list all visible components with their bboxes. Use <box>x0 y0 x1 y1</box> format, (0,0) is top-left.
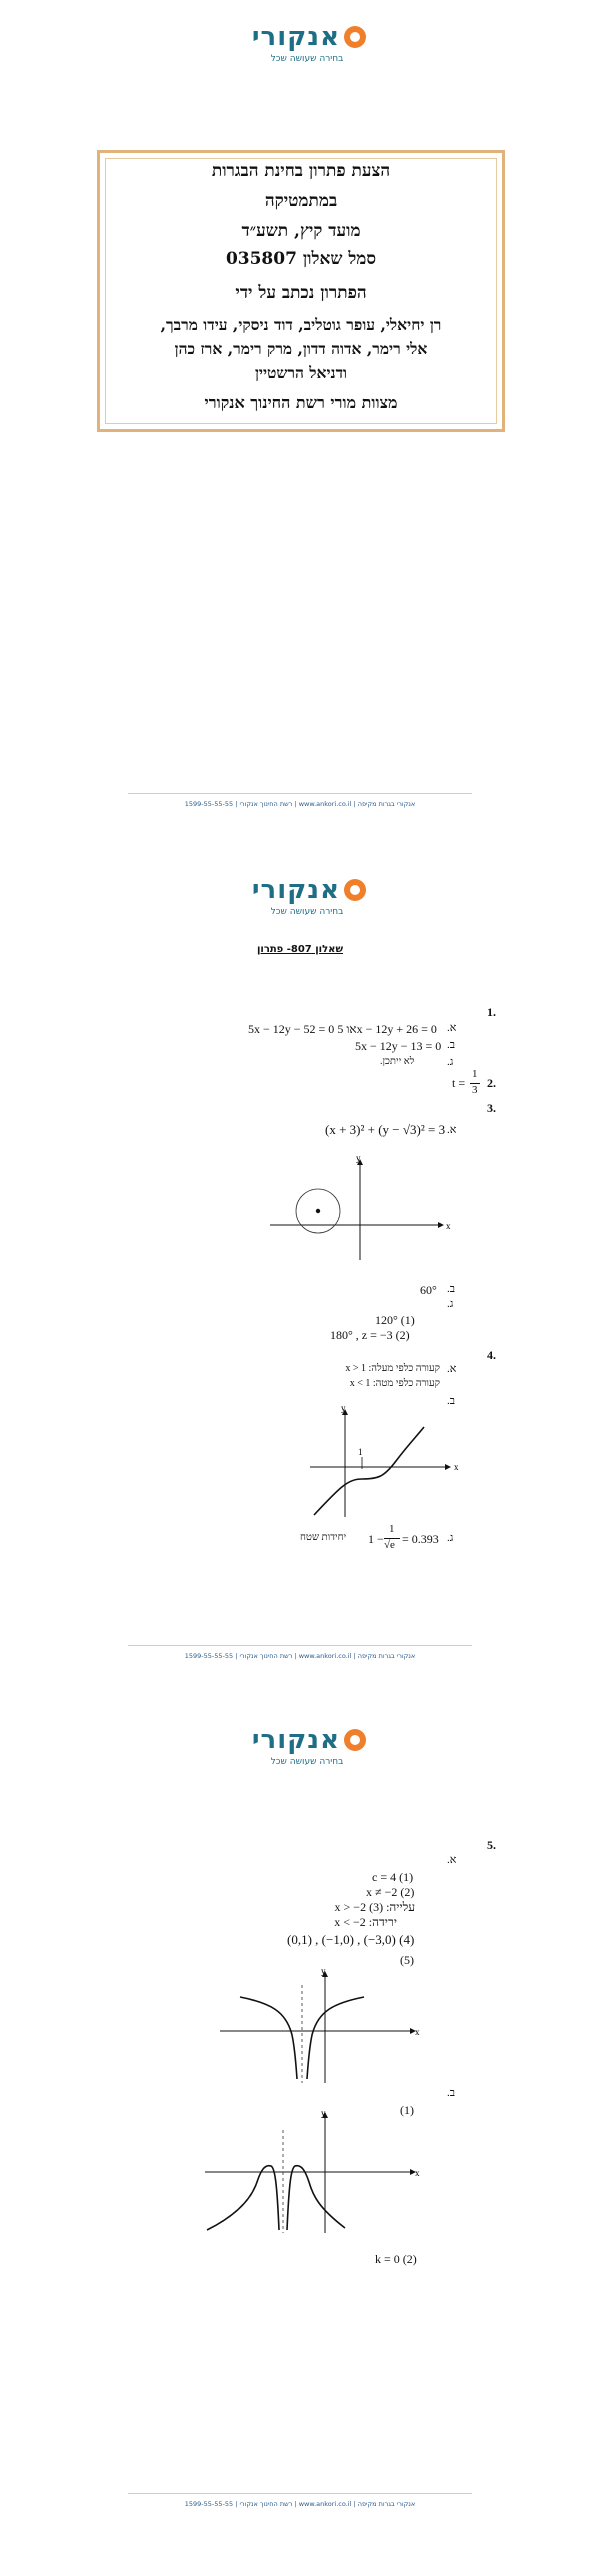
q2-frac-den: 3 <box>472 1084 478 1096</box>
q1-a-label: א. <box>447 1022 457 1034</box>
logo-tagline: בחירה שעושה שכל <box>270 1757 344 1767</box>
q1-number: 1. <box>487 1005 496 1019</box>
q5-b-graph <box>195 2108 425 2238</box>
footer-text: רשת החינוך אנקורי | 1599-55-55-55 | www.ankori.co.il | אנקורי בגרות מקיפה <box>184 1652 416 1660</box>
q5-a-graph-y-label: y <box>321 1966 326 1976</box>
q4-a2-answer: קעורה כלפי מטה: x < 1 <box>349 1378 440 1389</box>
q3-a-label: א. <box>447 1124 457 1136</box>
q4-c-value: = 0.393 <box>402 1532 439 1546</box>
q3-graph-y-label: y <box>356 1153 361 1163</box>
q2-lhs: t = <box>452 1076 466 1090</box>
footer-text: רשת החינוך אנקורי | 1599-55-55-55 | www.ankori.co.il | אנקורי בגרות מקיפה <box>184 800 416 808</box>
q4-c-prefix: 1 − <box>368 1532 384 1546</box>
q5-a4-answer: (0,1) , (−1,0) , (−3,0) (4) <box>287 1932 415 1947</box>
q4-function-graph <box>300 1405 460 1520</box>
logo <box>252 1725 372 1771</box>
page-3 <box>0 1700 603 2560</box>
logo <box>252 875 372 921</box>
logo-brand: אנקורי <box>251 875 340 905</box>
q3-b-label: ב. <box>447 1283 456 1295</box>
q2-frac-num: 1 <box>472 1068 478 1080</box>
cover-line-1: הצעת פתרון בחינת הבגרות <box>211 161 391 181</box>
q5-b-label: ב. <box>447 2087 456 2099</box>
q3-number: 3. <box>487 1101 496 1115</box>
logo <box>252 22 372 68</box>
q5-a-graph-x-label: x <box>415 2027 420 2037</box>
q4-c-frac-den: √e <box>384 1539 395 1551</box>
q5-a3b-answer: ירידה: x < −2 <box>334 1915 397 1929</box>
q3-c-label: ג. <box>447 1298 454 1310</box>
q4-c-frac-num: 1 <box>389 1523 395 1535</box>
q3-b-answer: 60° <box>420 1283 437 1297</box>
solution-heading: שאלון 807- פתרון <box>256 944 344 955</box>
q4-a-label: א. <box>447 1363 457 1375</box>
q5-a1-answer: c = 4 (1) <box>372 1870 414 1884</box>
q3-graph-x-label: x <box>446 1221 451 1231</box>
q5-a-label: א. <box>447 1854 457 1866</box>
q4-graph-x-label: x <box>454 1462 459 1472</box>
logo-tagline: בחירה שעושה שכל <box>270 907 344 917</box>
cover-line-8: ודניאל הרשטיין <box>254 363 348 382</box>
logo-brand: אנקורי <box>251 1725 340 1755</box>
logo-tagline: בחירה שעושה שכל <box>270 54 344 64</box>
q4-a1-answer: קעורה כלפי מעלה: x > 1 <box>345 1363 440 1374</box>
cover-line-2: במתמטיקה <box>264 191 338 211</box>
q3-c1-answer: 120° (1) <box>375 1313 415 1327</box>
q4-c-label: ג. <box>447 1532 454 1544</box>
cover-line-3: מועד קיץ, תשע״ד <box>241 221 361 241</box>
page-2 <box>0 850 603 1680</box>
logo-mark-icon <box>344 26 366 48</box>
logo-mark-icon <box>344 1729 366 1751</box>
cover-line-7: אלי רימר, אדוה דדון, מרק רימר, ארז כהן <box>174 339 428 358</box>
q4-c-units: יחידות שטח <box>300 1532 347 1543</box>
cover-line-9: מצוות מורי רשת החינוך אנקורי <box>204 393 398 412</box>
q4-graph-one-label: 1 <box>358 1447 363 1457</box>
q1-a-answer: 5x − 12y − 52 = 0 או 5x − 12y + 26 = 0 <box>248 1022 437 1036</box>
q1-b-label: ב. <box>447 1039 456 1051</box>
cover-line-6: רן יחיאלי, עופר גוטליב, דוד ניסקי, עידו מרבך, <box>160 315 442 334</box>
q5-b1-label: (1) <box>400 2103 414 2117</box>
q4-b-label: ב. <box>447 1395 456 1407</box>
q5-a-graph <box>210 1965 430 2085</box>
q3-a-answer: (x + 3)² + (y − √3)² = 3 <box>325 1122 446 1137</box>
q2-number: 2. <box>487 1076 496 1090</box>
cover-line-4: סמל שאלון 035807 <box>225 249 377 269</box>
footer-divider <box>128 1645 472 1646</box>
cover-line-5: הפתרון נכתב על ידי <box>235 283 367 303</box>
footer-divider <box>128 793 472 794</box>
q5-a2-answer: x ≠ −2 (2) <box>366 1885 415 1899</box>
q1-b-answer: 5x − 12y − 13 = 0 <box>355 1039 442 1053</box>
q1-c-answer: לא ייתכן. <box>380 1056 415 1067</box>
q5-a5-label: (5) <box>400 1953 414 1967</box>
q5-b2-answer: k = 0 (2) <box>375 2252 417 2266</box>
q3-circle-graph <box>260 1155 450 1265</box>
q4-number: 4. <box>487 1348 496 1362</box>
q5-b-graph-y-label: y <box>321 2108 326 2118</box>
page-1 <box>0 0 603 830</box>
footer-divider <box>128 2493 472 2494</box>
cover-title-box <box>97 150 505 432</box>
q3-c2-answer: 180° , z = −3 (2) <box>330 1328 410 1342</box>
footer-text: רשת החינוך אנקורי | 1599-55-55-55 | www.ankori.co.il | אנקורי בגרות מקיפה <box>184 2500 416 2508</box>
q4-graph-y-label: y <box>341 1403 346 1413</box>
logo-brand: אנקורי <box>251 22 340 52</box>
q5-b-graph-x-label: x <box>415 2168 420 2178</box>
q5-number: 5. <box>487 1838 496 1852</box>
q5-a3-answer: עלייה: x > −2 (3) <box>334 1900 415 1914</box>
q1-c-label: ג. <box>447 1056 454 1068</box>
logo-mark-icon <box>344 879 366 901</box>
